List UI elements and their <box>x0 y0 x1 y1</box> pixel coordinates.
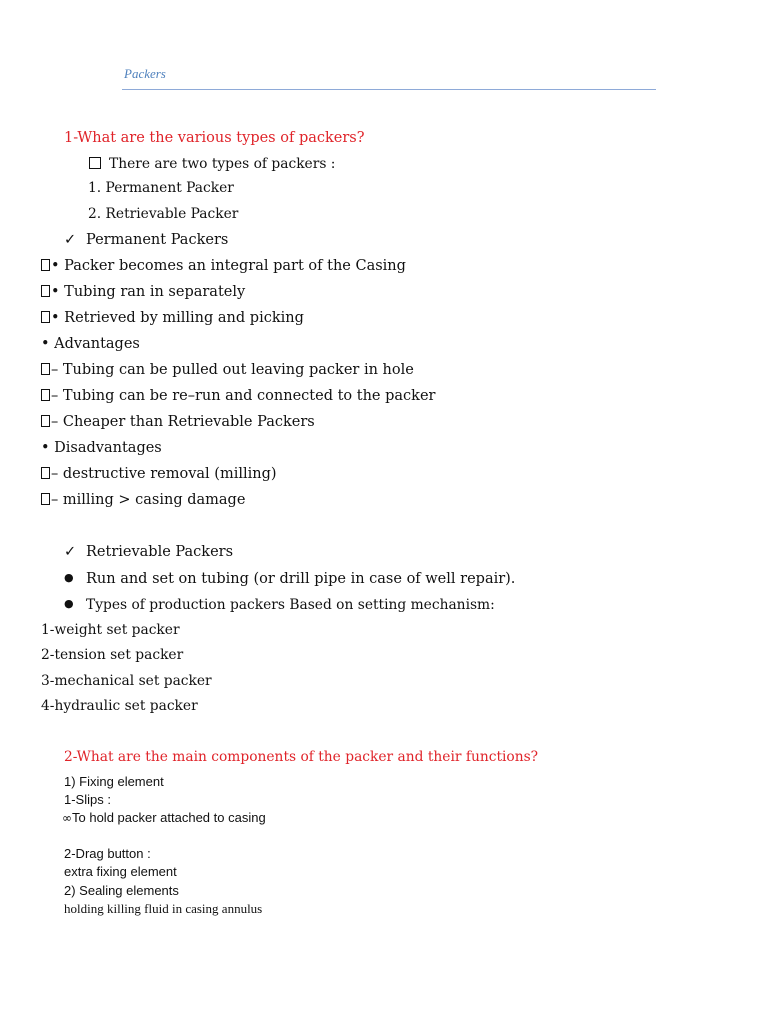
missing-glyph-icon <box>41 311 50 323</box>
advantage-2 <box>41 389 435 404</box>
permanent-point-3 <box>41 311 304 326</box>
retrievable-bullet-text: Run and set on tubing (or drill pipe in case of well repair). <box>86 571 516 587</box>
permanent-point-text: • Packer becomes an integral part of the Casing <box>51 258 406 274</box>
disadvantage-text: – destructive removal (milling) <box>51 466 277 482</box>
advantage-1 <box>41 363 414 378</box>
check-icon: ✓ <box>64 232 77 248</box>
setting-type-2: 2-tension set packer <box>41 647 184 663</box>
permanent-point-1 <box>41 259 406 274</box>
permanent-heading-text: Permanent Packers <box>86 232 229 248</box>
setting-type-3: 3-mechanical set packer <box>41 673 212 689</box>
retrievable-bullet-text: Types of production packers Based on setting mechanism: <box>86 597 495 613</box>
permanent-point-text: • Retrieved by milling and picking <box>51 310 304 326</box>
disadvantage-2 <box>41 493 245 508</box>
link-glyph-icon: ∞ <box>62 811 72 825</box>
advantage-text: – Tubing can be re–run and connected to the packer <box>51 388 436 404</box>
disadvantage-1 <box>41 467 277 482</box>
type-item-1: 1. Permanent Packer <box>88 180 234 196</box>
permanent-point-2 <box>41 285 245 300</box>
missing-glyph-icon <box>41 363 50 375</box>
disadvantage-text: – milling > casing damage <box>51 492 246 508</box>
component-line-4: 2-Drag button : <box>64 846 151 861</box>
check-icon: ✓ <box>64 544 77 560</box>
retrievable-heading <box>64 545 233 560</box>
component-line-3-text: To hold packer attached to casing <box>72 810 266 825</box>
component-line-5: extra fixing element <box>64 864 177 879</box>
component-line-6: 2) Sealing elements <box>64 883 179 898</box>
advantage-text: – Cheaper than Retrievable Packers <box>51 414 315 430</box>
disadvantages-heading: • Disadvantages <box>41 440 162 456</box>
advantage-text: – Tubing can be pulled out leaving packer in hole <box>51 362 414 378</box>
bullet-icon: ● <box>64 571 74 584</box>
intro-line <box>89 157 335 172</box>
retrievable-bullet-1 <box>64 572 515 587</box>
component-line-3 <box>62 811 266 824</box>
checkbox-icon <box>89 157 101 169</box>
permanent-point-text: • Tubing ran in separately <box>51 284 246 300</box>
missing-glyph-icon <box>41 259 50 271</box>
missing-glyph-icon <box>41 389 50 401</box>
component-line-1: 1) Fixing element <box>64 774 164 789</box>
bullet-icon: ● <box>64 597 74 610</box>
question-2: 2-What are the main components of the packer and their functions? <box>64 749 539 765</box>
type-item-2: 2. Retrievable Packer <box>88 206 239 222</box>
question-1: 1-What are the various types of packers? <box>64 130 365 146</box>
component-line-2: 1-Slips : <box>64 792 111 807</box>
advantages-heading: • Advantages <box>41 336 140 352</box>
setting-type-4: 4-hydraulic set packer <box>41 698 198 714</box>
intro-text: There are two types of packers : <box>109 156 336 172</box>
missing-glyph-icon <box>41 285 50 297</box>
header-rule <box>122 89 656 90</box>
advantage-3 <box>41 415 315 430</box>
missing-glyph-icon <box>41 415 50 427</box>
retrievable-heading-text: Retrievable Packers <box>86 544 234 560</box>
page-header-title: Packers <box>124 66 166 81</box>
missing-glyph-icon <box>41 493 50 505</box>
retrievable-bullet-2 <box>64 598 495 613</box>
permanent-heading <box>64 233 228 248</box>
setting-type-1: 1-weight set packer <box>41 622 180 638</box>
component-line-7: holding killing fluid in casing annulus <box>64 901 263 916</box>
missing-glyph-icon <box>41 467 50 479</box>
